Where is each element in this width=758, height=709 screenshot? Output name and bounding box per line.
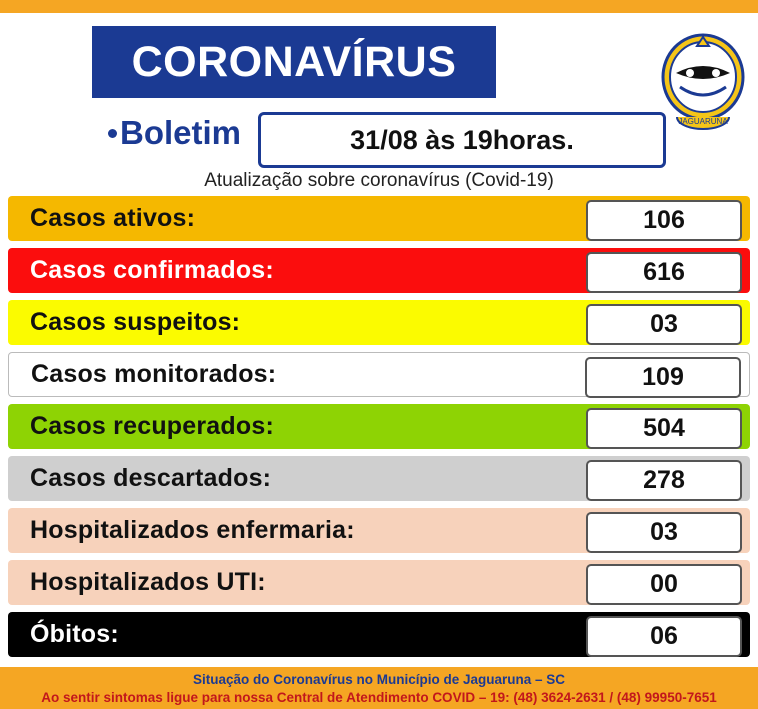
stat-rows	[0, 196, 758, 664]
stat-row	[8, 248, 750, 293]
stat-row-label: Casos monitorados:	[31, 360, 277, 388]
stat-value-box	[586, 304, 742, 345]
stat-value-box	[586, 616, 742, 657]
stat-row-value: 278	[643, 466, 685, 494]
stat-value-box	[586, 252, 742, 293]
stat-row	[8, 456, 750, 501]
stat-row	[8, 196, 750, 241]
stat-row	[8, 300, 750, 345]
stat-row-value: 03	[650, 310, 678, 338]
stat-row-label: Casos confirmados:	[30, 256, 274, 284]
stat-row	[8, 508, 750, 553]
stat-row-label: Casos descartados:	[30, 464, 272, 492]
stat-row-value: 00	[650, 570, 678, 598]
stat-value-box	[586, 564, 742, 605]
top-accent-bar	[0, 0, 758, 13]
stat-row-value: 06	[650, 622, 678, 650]
bulletin-label-wrapper	[108, 114, 241, 152]
stat-row-label: Óbitos:	[30, 620, 119, 648]
stat-row	[8, 612, 750, 657]
stat-row-value: 616	[643, 258, 685, 286]
stat-row-label: Casos ativos:	[30, 204, 196, 232]
title-banner	[92, 26, 496, 98]
stat-value-box	[586, 200, 742, 241]
stat-row-label: Casos recuperados:	[30, 412, 274, 440]
footer-line-1: Situação do Coronavírus no Município de Jaguaruna – SC	[192, 672, 566, 687]
stat-row-value: 109	[642, 363, 684, 391]
stat-row-value: 504	[643, 414, 685, 442]
stat-row-label: Hospitalizados enfermaria:	[30, 516, 355, 544]
bulletin-label: Boletim	[120, 114, 242, 151]
stat-value-box	[585, 357, 741, 398]
footer-line-2: Ao sentir sintomas ligue para nossa Central de Atendimento COVID – 19: (48) 3624-2631 / (48) 99950-7651	[41, 690, 717, 705]
poster-header	[0, 13, 758, 126]
stat-value-box	[586, 512, 742, 553]
stat-row	[8, 352, 750, 397]
stat-row-label: Hospitalizados UTI:	[30, 568, 266, 596]
stat-row-label: Casos suspeitos:	[30, 308, 241, 336]
bullet-dot-icon	[108, 129, 117, 138]
bulletin-date: 31/08 às 19horas.	[350, 124, 574, 155]
crest-label: JAGUARUNA	[678, 117, 728, 126]
stat-row-value: 106	[643, 206, 685, 234]
stat-row-value: 03	[650, 518, 678, 546]
bulletin-heading-row	[0, 112, 758, 164]
stat-row	[8, 404, 750, 449]
bulletin-subtitle: Atualização sobre coronavírus (Covid-19)	[204, 170, 554, 191]
stat-value-box	[586, 408, 742, 449]
stat-value-box	[586, 460, 742, 501]
poster-footer	[0, 667, 758, 709]
stat-row	[8, 560, 750, 605]
page-title: CORONAVÍRUS	[131, 37, 457, 86]
bulletin-date-box	[258, 112, 666, 168]
